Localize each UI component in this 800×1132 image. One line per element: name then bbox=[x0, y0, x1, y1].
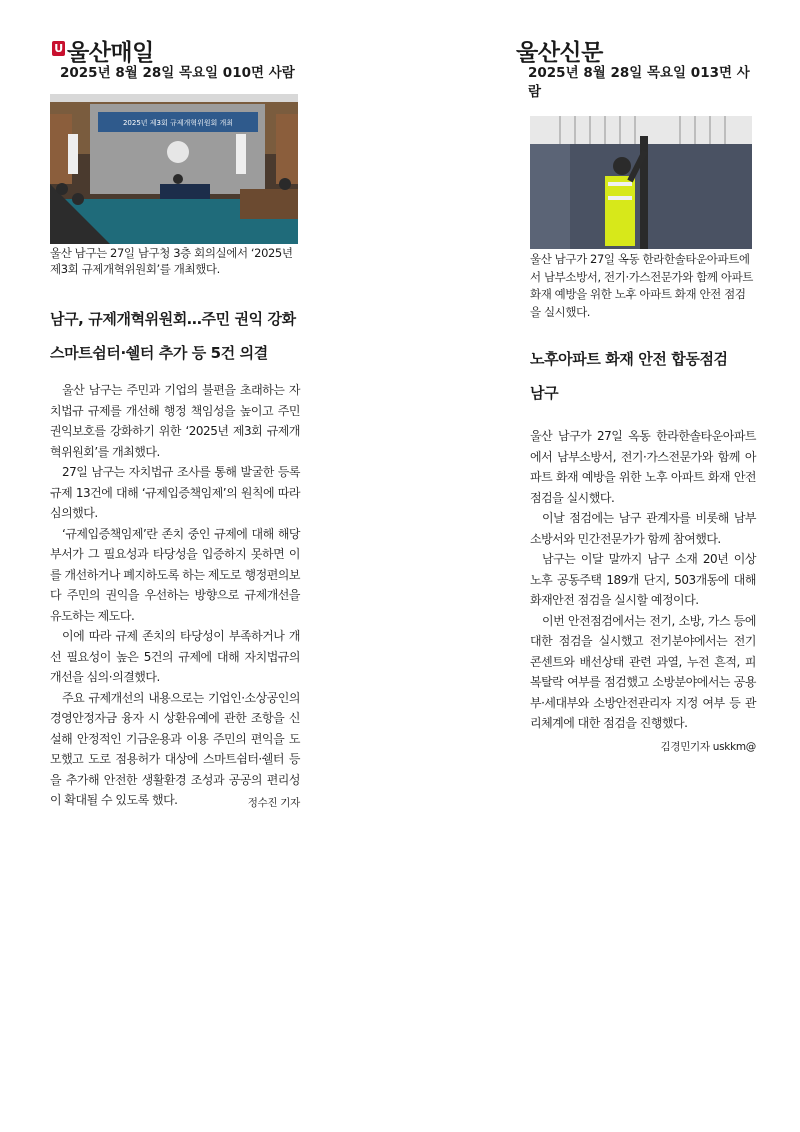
paper-name: 울산매일 bbox=[67, 40, 154, 66]
photo-banner: 2025년 제3회 규제개혁위원회 개최 bbox=[122, 119, 234, 127]
paragraph bbox=[530, 611, 756, 753]
photo-caption: 울산 남구는 27일 남구청 3층 회의실에서 ‘2025년 제3회 규제개혁위원회’를 개최했다. bbox=[50, 246, 293, 276]
inspection-photo bbox=[530, 116, 752, 249]
paragraph: 27일 남구는 자치법규 조사를 통해 발굴한 등록규제 13건에 대해 ‘규제입증책임제’의 원칙에 따라 심의했다. bbox=[50, 465, 300, 520]
article-headline bbox=[50, 302, 312, 370]
article-headline bbox=[530, 342, 756, 410]
byline: 정수진 기자 bbox=[247, 797, 300, 809]
paragraph-text: 이번 안전점검에서는 전기, 소방, 가스 등에 대한 점검을 실시했고 전기분야에서는 전기 콘센트와 배선상태 관련 과열, 누전 흔적, 피복탈락 여부를 점검했고 소방분야에서는 공용부·세대부와 소방안전관리자 지정 여부 등 관리체계에 대한 점검을 진행했다. bbox=[530, 613, 756, 730]
issue-info: 2025년 8월 28일 목요일 010면 사람 bbox=[60, 65, 295, 81]
article-body bbox=[530, 426, 756, 757]
headline-main: 남구, 규제개혁위원회…주민 권익 강화 bbox=[50, 310, 296, 328]
paragraph: ‘규제입증책임제’란 존치 중인 규제에 대해 해당 부서가 그 필요성과 타당성을 입증하지 못하면 이를 개선하거나 폐지하도록 하는 제도로 행정편의보다 주민의 권익을 우선하는 방향으로 규제개선을 유도하는 제도다. bbox=[50, 526, 300, 623]
paragraph: 울산 남구는 주민과 기업의 불편을 초래하는 자치법규 규제를 개선해 행정 책임성을 높이고 주민 권익보호를 강화하기 위한 ‘2025년 제3회 규제개혁위원회’를 개최했다. bbox=[50, 383, 300, 459]
paragraph: 남구는 이달 말까지 남구 소재 20년 이상 노후 공동주택 189개 단지, 503개동에 대해 화재안전 점검을 실시할 예정이다. bbox=[530, 552, 756, 607]
meeting-photo bbox=[50, 94, 298, 244]
issue-info: 2025년 8월 28일 목요일 013면 사람 bbox=[528, 65, 750, 100]
paragraph: 울산 남구가 27일 옥동 한라한솔타운아파트에서 남부소방서, 전기·가스전문가와 함께 아파트 화재 예방을 위한 노후 아파트 화재 안전 점검을 실시했다. bbox=[530, 429, 756, 505]
paper-name: 울산신문 bbox=[516, 40, 603, 66]
paper-logo-icon: U bbox=[52, 41, 65, 56]
paragraph-text: 주요 규제개선의 내용으로는 기업인·소상공인의 경영안정자금 융자 시 상환유예에 관한 조항을 신설해 안정적인 기금운용과 이용 주민의 편익을 도모했고 도로 점용허가 대상에 스마트쉼터·쉘터 등을 추가해 안전한 생활환경 조성과 공공의 편리성이 확대될 수 있도록 했다. bbox=[50, 690, 300, 807]
paragraph: 이날 점검에는 남구 관계자를 비롯해 남부소방서와 민간전문가가 함께 참여했다. bbox=[530, 511, 756, 546]
headline-sub: 스마트쉼터·쉘터 추가 등 5건 의결 bbox=[50, 344, 268, 362]
photo-caption: 울산 남구가 27일 옥동 한라한솔타운아파트에서 남부소방서, 전기·가스전문가와 함께 아파트 화재 예방을 위한 노후 아파트 화재 안전 점검을 실시했다. bbox=[530, 252, 754, 319]
headline-sub: 남구 bbox=[530, 384, 559, 402]
byline: 김경민기자 uskkm@ bbox=[660, 740, 756, 753]
headline-main: 노후아파트 화재 안전 합동점검 bbox=[530, 350, 728, 368]
paragraph bbox=[50, 688, 300, 811]
paper-masthead bbox=[52, 34, 154, 67]
article-body bbox=[50, 380, 300, 814]
paragraph: 이에 따라 규제 존치의 타당성이 부족하거나 개선 필요성이 높은 5건의 규제에 대해 자치법규의 개선을 심의·의결했다. bbox=[50, 629, 300, 684]
